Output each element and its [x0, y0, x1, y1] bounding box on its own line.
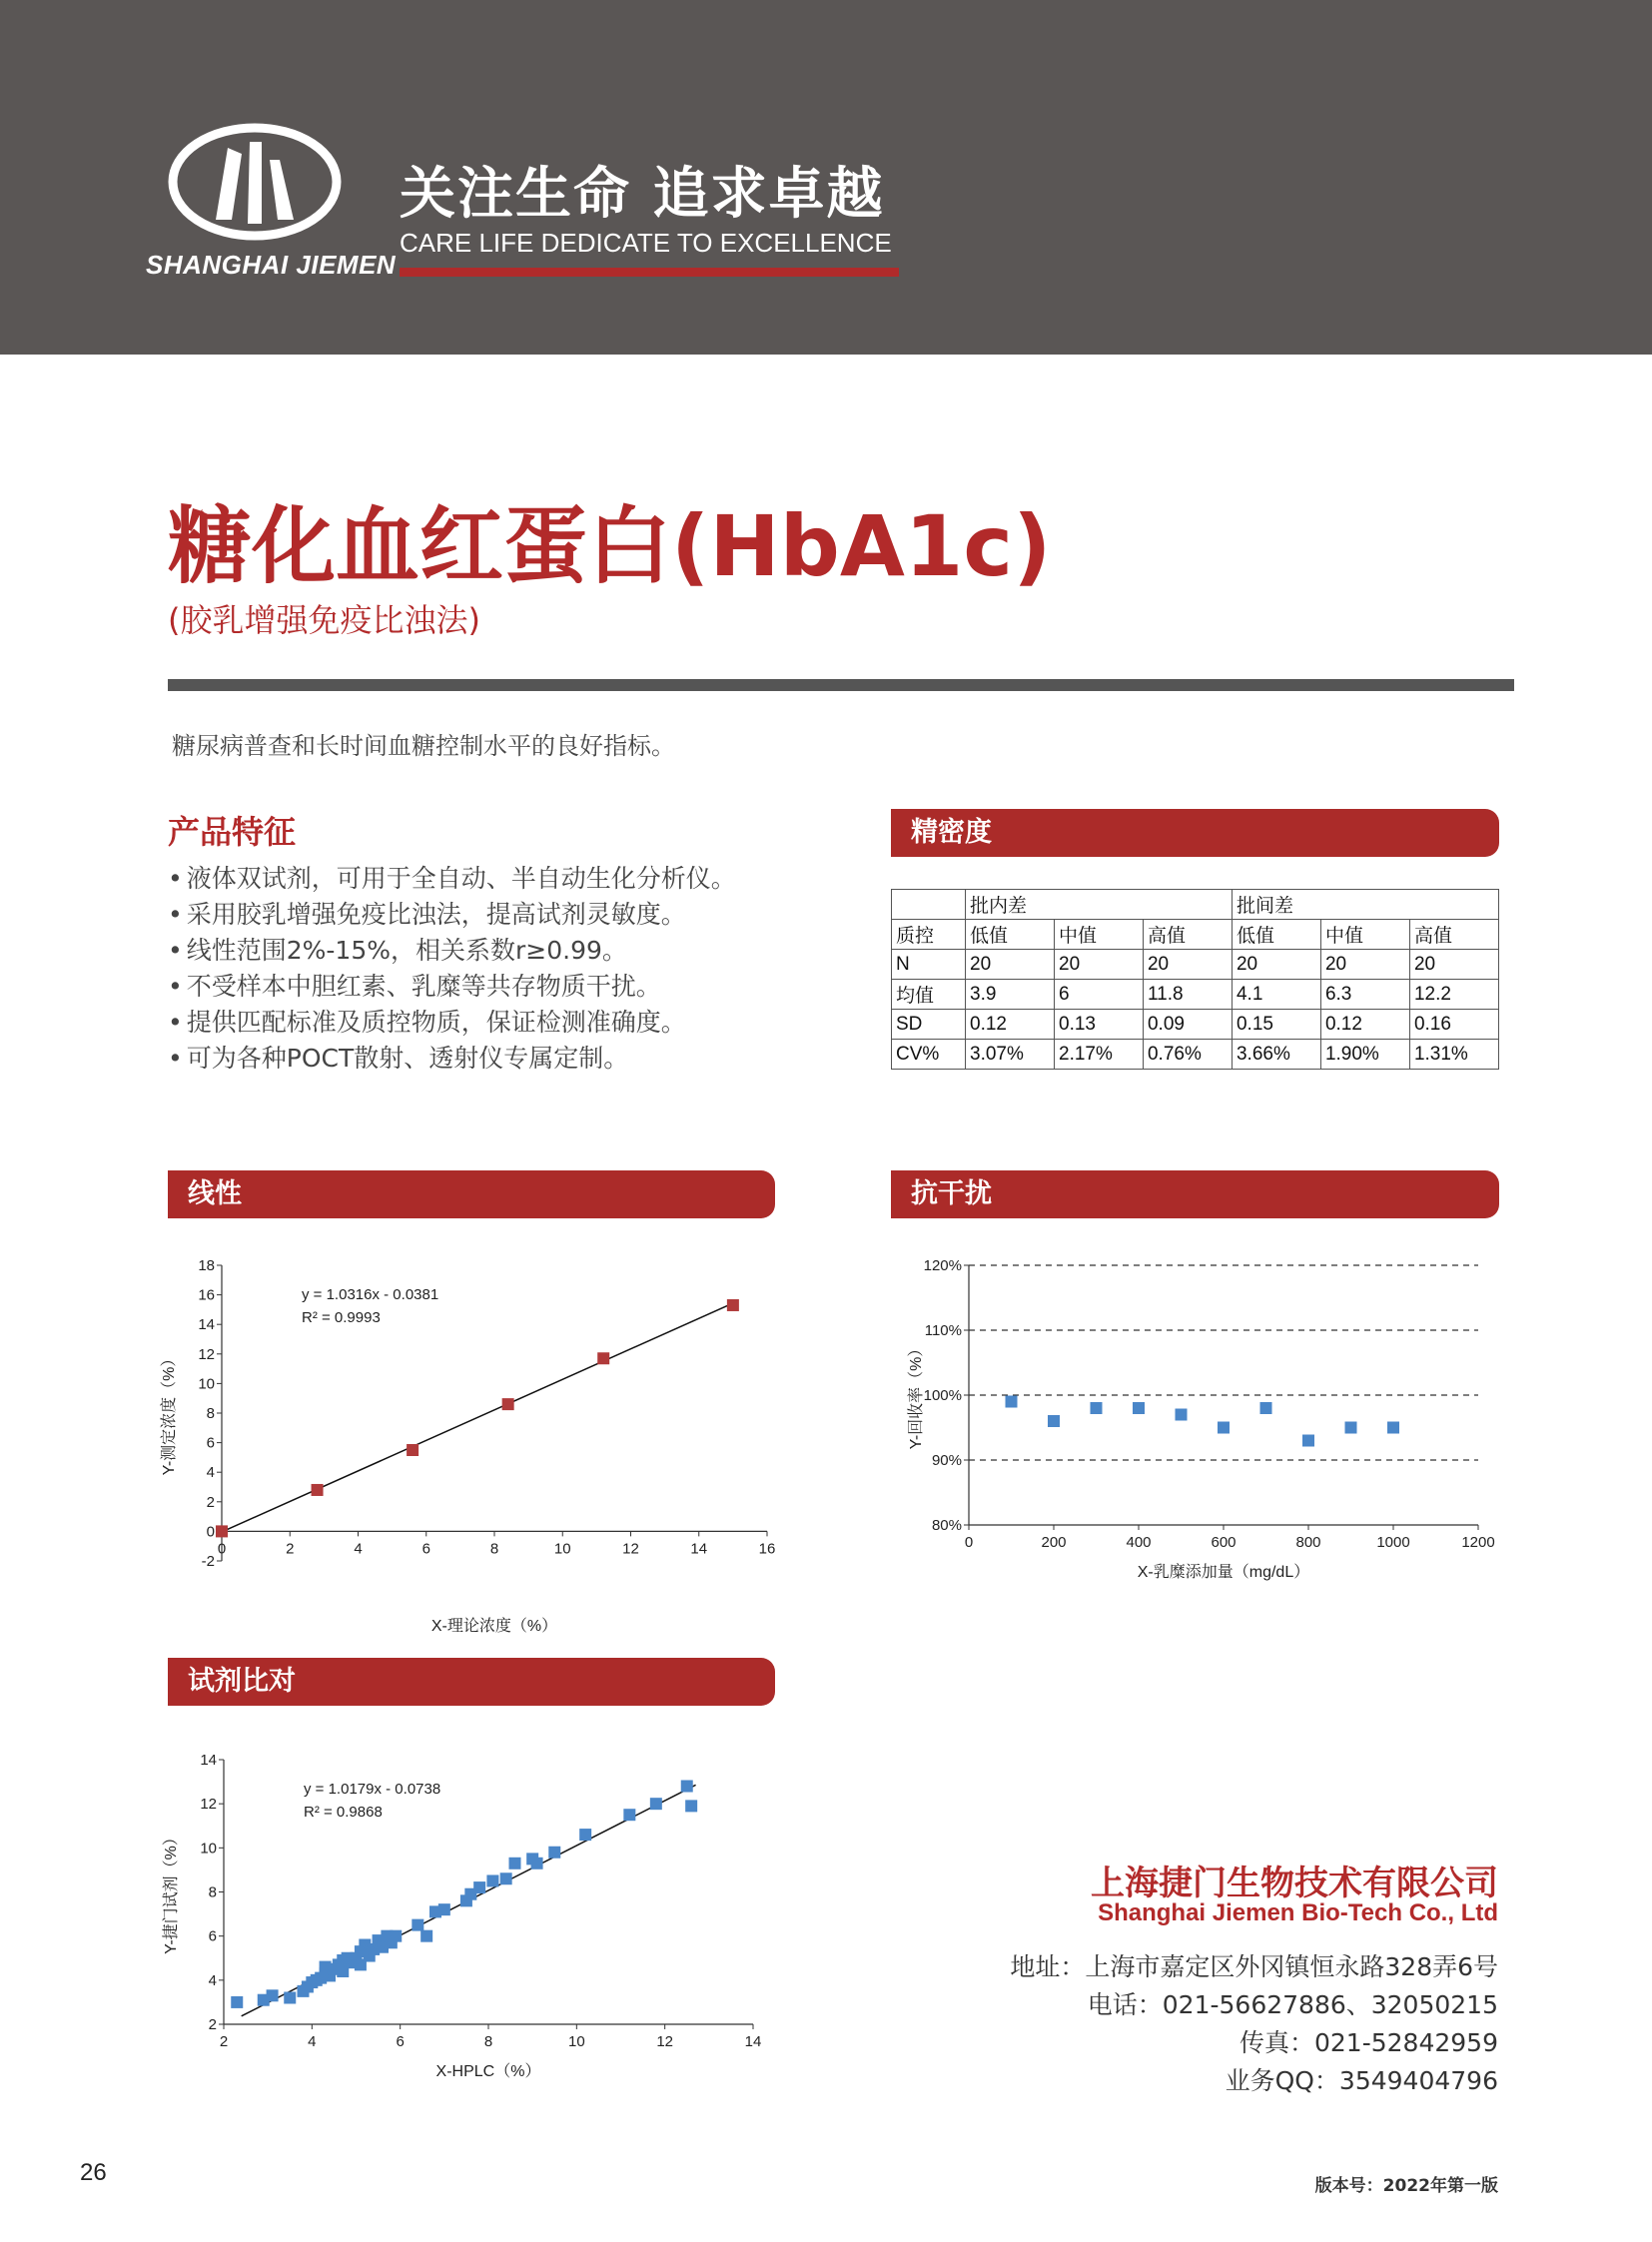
data-point [1048, 1415, 1060, 1427]
slogan-underline [400, 268, 899, 277]
table-cell: SD [892, 1010, 966, 1040]
table-cell [892, 890, 966, 920]
feature-item: • 提供匹配标准及质控物质，保证检测准确度。 [168, 1005, 736, 1041]
data-point [623, 1809, 635, 1821]
data-point [597, 1352, 609, 1364]
feature-item: • 不受样本中胆红素、乳糜等共存物质干扰。 [168, 969, 736, 1005]
x-tick-label: 1200 [1461, 1534, 1495, 1551]
x-tick-label: 8 [483, 2033, 493, 2050]
y-tick-label: 8 [206, 1405, 215, 1422]
y-tick-label: 2 [208, 2016, 217, 2033]
table-cell: 低值 [1232, 920, 1320, 950]
x-tick-label: 14 [744, 2033, 762, 2050]
data-point [1260, 1402, 1272, 1414]
precision-table [891, 889, 1499, 1070]
table-cell: 批内差 [966, 890, 1233, 920]
table-row [892, 950, 1499, 980]
data-point [1006, 1396, 1018, 1408]
y-axis-label: Y-捷门试剂（%） [163, 1830, 180, 1954]
x-tick-label: 600 [1211, 1534, 1237, 1551]
y-axis-label: Y-回收率（%） [908, 1340, 925, 1450]
y-axis-label: Y-测定浓度（%） [161, 1350, 178, 1476]
table-cell: 0.09 [1143, 1010, 1232, 1040]
table-cell: 高值 [1143, 920, 1232, 950]
company-fax: 传真：021-52842959 [1239, 2028, 1498, 2057]
slogan-english: CARE LIFE DEDICATE TO EXCELLENCE [400, 228, 892, 258]
y-tick-label: -2 [201, 1553, 215, 1570]
table-cell: CV% [892, 1040, 966, 1070]
data-point [1387, 1422, 1399, 1434]
comparison-chart [150, 1738, 789, 2097]
table-cell: 3.66% [1232, 1040, 1320, 1070]
table-cell: 均值 [892, 980, 966, 1010]
comparison-heading: 试剂比对 [168, 1658, 775, 1706]
table-cell: 0.12 [1320, 1010, 1409, 1040]
data-point [579, 1829, 591, 1841]
x-tick-label: 400 [1126, 1534, 1152, 1551]
y-tick-label: 6 [208, 1927, 217, 1945]
y-tick-label: 10 [198, 1375, 215, 1393]
data-point [685, 1800, 697, 1812]
trendline [222, 1303, 733, 1532]
x-tick-label: 2 [286, 1540, 295, 1558]
y-tick-label: 100% [923, 1387, 962, 1404]
y-tick-label: 12 [198, 1345, 215, 1363]
linearity-heading: 线性 [168, 1170, 775, 1218]
y-tick-label: 0 [206, 1523, 215, 1541]
x-tick-label: 10 [567, 2033, 585, 2050]
data-point [473, 1881, 485, 1893]
company-name-english: Shanghai Jiemen Bio-Tech Co., Ltd [1098, 1899, 1498, 1926]
data-point [486, 1874, 498, 1886]
data-point [1091, 1402, 1103, 1414]
table-cell: 20 [1320, 950, 1409, 980]
data-point [509, 1858, 521, 1869]
data-point [1133, 1402, 1145, 1414]
r-squared-label: R² = 0.9993 [302, 1309, 381, 1326]
company-qq: 业务QQ：3549404796 [1225, 2066, 1498, 2095]
feature-item: • 液体双试剂，可用于全自动、半自动生化分析仪。 [168, 861, 736, 897]
y-tick-label: 110% [924, 1322, 962, 1339]
table-cell: 6 [1055, 980, 1144, 1010]
company-name-chinese: 上海捷门生物技术有限公司 [1091, 1864, 1498, 1903]
table-cell: 批间差 [1232, 890, 1498, 920]
data-point [412, 1919, 423, 1931]
data-point [727, 1299, 739, 1311]
table-cell: 高值 [1409, 920, 1498, 950]
table-cell: 2.17% [1055, 1040, 1144, 1070]
header-banner [0, 0, 1652, 355]
y-tick-label: 6 [206, 1434, 215, 1452]
table-header-row [892, 920, 1499, 950]
features-heading: 产品特征 [168, 813, 297, 851]
x-tick-label: 16 [758, 1540, 776, 1558]
table-row [892, 1040, 1499, 1070]
data-point [650, 1798, 662, 1810]
table-cell: 0.13 [1055, 1010, 1144, 1040]
precision-heading: 精密度 [891, 809, 1499, 857]
table-cell: N [892, 950, 966, 980]
title-divider [168, 679, 1514, 691]
y-tick-label: 80% [931, 1517, 962, 1534]
data-point [231, 1996, 243, 2008]
slogan-chinese: 关注生命 追求卓越 [400, 162, 885, 227]
data-point [548, 1847, 560, 1859]
table-cell: 20 [1055, 950, 1144, 980]
table-cell: 3.9 [966, 980, 1055, 1010]
table-cell: 20 [966, 950, 1055, 980]
table-cell: 中值 [1320, 920, 1409, 950]
logo-text: SHANGHAI JIEMEN [146, 250, 397, 280]
y-tick-label: 8 [208, 1883, 217, 1901]
table-row [892, 980, 1499, 1010]
x-tick-label: 800 [1295, 1534, 1321, 1551]
x-tick-label: 4 [308, 2033, 317, 2050]
y-tick-label: 16 [198, 1286, 215, 1304]
y-tick-label: 14 [200, 1752, 217, 1769]
data-point [1218, 1422, 1230, 1434]
data-point [216, 1525, 228, 1537]
y-tick-label: 12 [200, 1796, 217, 1814]
table-cell: 1.90% [1320, 1040, 1409, 1070]
product-description: 糖尿病普查和长时间血糖控制水平的良好指标。 [172, 732, 675, 760]
product-title: 糖化血红蛋白(HbA1c) [168, 497, 1052, 595]
feature-item: • 可为各种POCT散射、透射仪专属定制。 [168, 1041, 736, 1077]
page-number: 26 [80, 2159, 107, 2186]
table-cell: 20 [1143, 950, 1232, 980]
x-tick-label: 12 [656, 2033, 674, 2050]
interference-chart [869, 1243, 1508, 1603]
x-tick-label: 0 [217, 1540, 227, 1558]
table-cell: 质控 [892, 920, 966, 950]
data-point [681, 1781, 693, 1793]
product-subtitle: (胶乳增强免疫比浊法) [168, 601, 480, 639]
y-tick-label: 2 [206, 1493, 215, 1511]
data-point [502, 1398, 514, 1410]
table-cell: 3.07% [966, 1040, 1055, 1070]
y-tick-label: 18 [198, 1257, 215, 1274]
features-list [168, 861, 736, 1077]
y-tick-label: 120% [923, 1257, 962, 1274]
table-cell: 6.3 [1320, 980, 1409, 1010]
y-tick-label: 90% [931, 1452, 962, 1469]
table-cell: 中值 [1055, 920, 1144, 950]
data-point [500, 1872, 512, 1884]
table-cell: 20 [1232, 950, 1320, 980]
table-cell: 4.1 [1232, 980, 1320, 1010]
version-label: 版本号：2022年第一版 [1314, 2176, 1498, 2196]
table-cell: 0.15 [1232, 1010, 1320, 1040]
y-tick-label: 14 [198, 1316, 215, 1334]
x-tick-label: 0 [964, 1534, 974, 1551]
table-cell: 12.2 [1409, 980, 1498, 1010]
data-point [1345, 1422, 1357, 1434]
x-tick-label: 10 [553, 1540, 571, 1558]
x-tick-label: 4 [354, 1540, 363, 1558]
x-axis-label: X-乳糜添加量（mg/dL） [1137, 1564, 1310, 1581]
x-tick-label: 2 [219, 2033, 229, 2050]
company-phone: 电话：021-56627886、32050215 [1087, 1990, 1498, 2019]
data-point [1302, 1435, 1314, 1447]
data-point [284, 1992, 296, 2004]
interference-heading: 抗干扰 [891, 1170, 1499, 1218]
table-cell: 11.8 [1143, 980, 1232, 1010]
table-cell: 低值 [966, 920, 1055, 950]
data-point [312, 1484, 324, 1496]
data-point [267, 1989, 279, 2001]
x-tick-label: 1000 [1376, 1534, 1410, 1551]
feature-item: • 采用胶乳增强免疫比浊法，提高试剂灵敏度。 [168, 897, 736, 933]
x-axis-label: X-HPLC（%） [435, 2063, 541, 2080]
x-tick-label: 6 [396, 2033, 405, 2050]
y-tick-label: 4 [206, 1464, 215, 1482]
y-tick-label: 10 [200, 1840, 217, 1858]
linearity-chart [150, 1243, 789, 1635]
regression-equation: y = 1.0316x - 0.0381 [302, 1286, 439, 1303]
table-cell: 0.16 [1409, 1010, 1498, 1040]
regression-equation: y = 1.0179x - 0.0738 [304, 1781, 441, 1798]
data-point [407, 1444, 418, 1456]
data-point [438, 1903, 450, 1915]
x-tick-label: 6 [421, 1540, 430, 1558]
table-group-header-row [892, 890, 1499, 920]
data-point [420, 1930, 432, 1942]
company-address: 地址：上海市嘉定区外冈镇恒永路328弄6号 [1010, 1952, 1498, 1981]
data-point [531, 1858, 543, 1869]
table-cell: 20 [1409, 950, 1498, 980]
y-tick-label: 4 [208, 1971, 217, 1989]
x-tick-label: 12 [622, 1540, 639, 1558]
feature-item: • 线性范围2%-15%，相关系数r≥0.99。 [168, 933, 736, 969]
data-point [1176, 1409, 1188, 1421]
x-axis-label: X-理论浓度（%） [430, 1618, 558, 1635]
x-tick-label: 200 [1041, 1534, 1067, 1551]
table-cell: 0.12 [966, 1010, 1055, 1040]
x-tick-label: 14 [690, 1540, 708, 1558]
x-tick-label: 8 [489, 1540, 499, 1558]
data-point [390, 1930, 402, 1942]
table-cell: 1.31% [1409, 1040, 1498, 1070]
r-squared-label: R² = 0.9868 [304, 1804, 383, 1821]
table-row [892, 1010, 1499, 1040]
table-cell: 0.76% [1143, 1040, 1232, 1070]
